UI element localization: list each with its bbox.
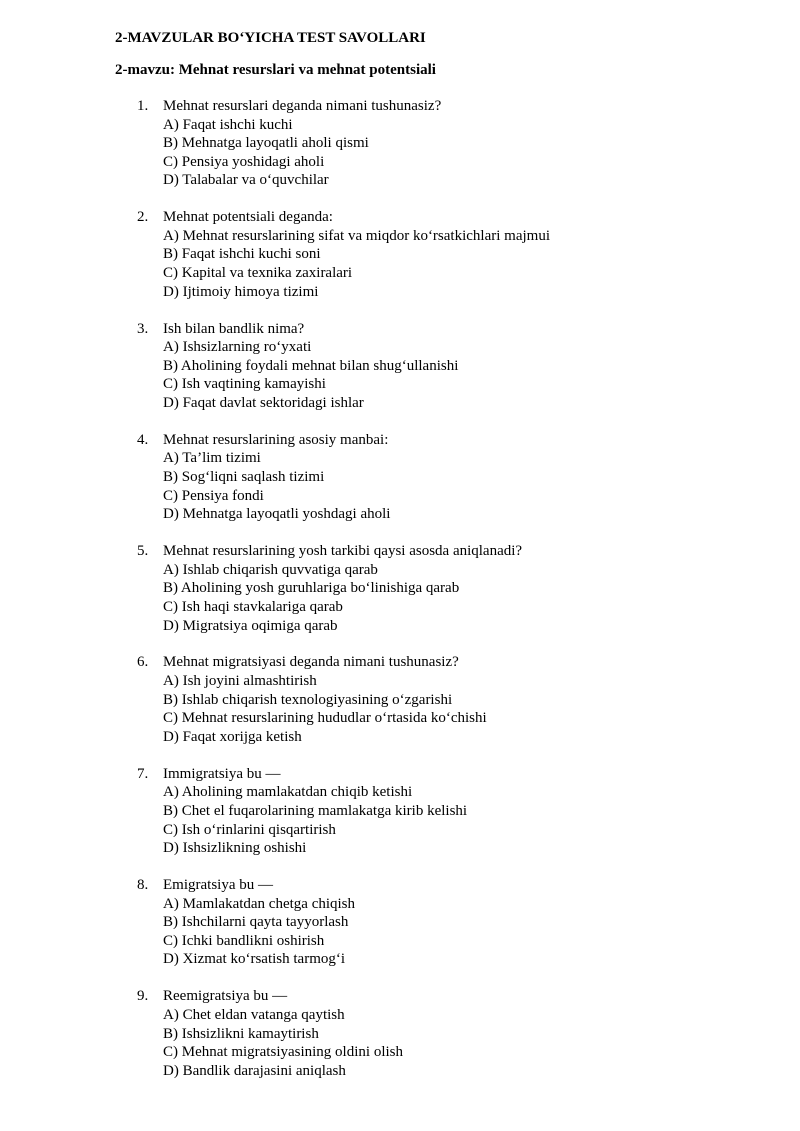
answer-option: D) Bandlik darajasini aniqlash [163, 1062, 346, 1079]
question-item [0, 542, 800, 653]
answer-option: A) Mamlakatdan chetga chiqish [163, 895, 356, 912]
answer-option: B) Aholining yosh guruhlariga bo‘linishiga qarab [163, 580, 460, 597]
answer-options [163, 783, 467, 857]
answer-option: A) Faqat ishchi kuchi [163, 116, 293, 133]
answer-option: B) Mehnatga layoqatli aholi qismi [163, 135, 369, 152]
question-item [0, 765, 800, 876]
question-number: 8. [137, 877, 149, 894]
answer-options [163, 227, 550, 301]
answer-option: B) Ishchilarni qayta tayyorlash [163, 914, 349, 931]
answer-options [163, 449, 390, 523]
answer-option: A) Aholining mamlakatdan chiqib ketishi [163, 784, 413, 801]
answer-option: D) Ijtimoiy himoya tizimi [163, 283, 319, 300]
document-title: 2-MAVZULAR BO‘YICHA TEST SAVOLLARI [115, 30, 426, 46]
answer-options [163, 895, 355, 969]
answer-options [163, 116, 369, 190]
answer-option: B) Sog‘liqni saqlash tizimi [163, 469, 325, 486]
answer-option: A) Mehnat resurslarining sifat va miqdor ko‘rsatkichlari majmui [163, 227, 550, 244]
question-text: Ish bilan bandlik nima? [163, 320, 305, 337]
question-text: Mehnat resurslarining yosh tarkibi qaysi asosda aniqlanadi? [163, 543, 523, 560]
question-number: 4. [137, 431, 149, 448]
question-text: Mehnat resurslarining asosiy manbai: [163, 431, 389, 448]
answer-option: A) Ta’lim tizimi [163, 450, 261, 467]
question-text: Emigratsiya bu — [163, 877, 273, 894]
answer-option: C) Mehnat migratsiyasining oldini olish [163, 1044, 403, 1061]
question-item [0, 431, 800, 542]
answer-option: A) Ish joyini almashtirish [163, 673, 317, 690]
question-number: 7. [137, 765, 149, 782]
answer-option: B) Ishlab chiqarish texnologiyasining o‘zgarishi [163, 691, 453, 708]
answer-option: D) Mehnatga layoqatli yoshdagi aholi [163, 506, 391, 523]
question-text: Reemigratsiya bu — [163, 988, 288, 1005]
answer-option: D) Faqat davlat sektoridagi ishlar [163, 394, 364, 411]
answer-option: C) Ichki bandlikni oshirish [163, 932, 325, 949]
question-text: Immigratsiya bu — [163, 765, 281, 782]
answer-option: C) Pensiya fondi [163, 487, 264, 504]
answer-option: B) Ishsizlikni kamaytirish [163, 1025, 319, 1042]
answer-option: A) Ishsizlarning ro‘yxati [163, 339, 312, 356]
answer-option: C) Ish haqi stavkalariga qarab [163, 598, 343, 615]
question-item [0, 208, 800, 319]
answer-option: D) Ishsizlikning oshishi [163, 840, 307, 857]
question-item [0, 97, 800, 208]
question-number: 6. [137, 654, 149, 671]
answer-option: B) Aholining foydali mehnat bilan shug‘ullanishi [163, 357, 459, 374]
question-text: Mehnat migratsiyasi deganda nimani tushunasiz? [163, 654, 459, 671]
answer-option: D) Faqat xorijga ketish [163, 728, 302, 745]
question-item [0, 987, 800, 1098]
answer-option: C) Ish o‘rinlarini qisqartirish [163, 821, 336, 838]
question-number: 3. [137, 320, 149, 337]
answer-option: A) Chet eldan vatanga qaytish [163, 1006, 345, 1023]
answer-option: A) Ishlab chiqarish quvvatiga qarab [163, 561, 378, 578]
question-number: 1. [137, 98, 149, 114]
answer-options [163, 338, 458, 412]
question-number: 9. [137, 988, 149, 1005]
answer-option: B) Chet el fuqarolarining mamlakatga kirib kelishi [163, 802, 468, 819]
answer-options [163, 672, 487, 746]
question-item [0, 320, 800, 431]
answer-option: D) Talabalar va o‘quvchilar [163, 172, 329, 189]
answer-option: C) Ish vaqtining kamayishi [163, 376, 326, 393]
answer-option: B) Faqat ishchi kuchi soni [163, 246, 321, 263]
answer-option: D) Xizmat ko‘rsatish tarmog‘i [163, 951, 346, 968]
topic-title: 2-mavzu: Mehnat resurslari va mehnat potentsiali [115, 62, 436, 78]
answer-option: C) Kapital va texnika zaxiralari [163, 265, 353, 282]
answer-options [163, 1006, 403, 1080]
question-item [0, 653, 800, 764]
answer-option: C) Pensiya yoshidagi aholi [163, 153, 325, 170]
question-item [0, 876, 800, 987]
question-number: 2. [137, 209, 149, 226]
answer-options [163, 561, 459, 635]
question-number: 5. [137, 543, 149, 560]
question-text: Mehnat potentsiali deganda: [163, 209, 333, 226]
question-list [0, 97, 800, 1099]
answer-option: C) Mehnat resurslarining hududlar o‘rtasida ko‘chishi [163, 710, 487, 727]
question-text: Mehnat resurslari deganda nimani tushunasiz? [163, 98, 442, 114]
answer-option: D) Migratsiya oqimiga qarab [163, 617, 338, 634]
